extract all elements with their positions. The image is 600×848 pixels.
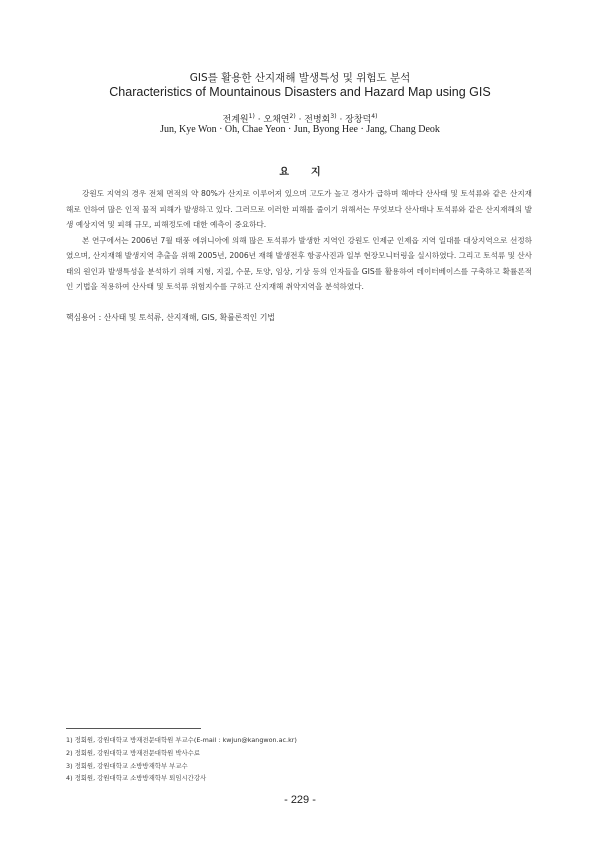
author-mark: 3)	[330, 113, 337, 120]
paper-title-english: Characteristics of Mountainous Disasters and Hazard Map using GIS	[109, 85, 491, 99]
footnote-item: 1) 정회원, 강원대학교 방재전문대학원 부교수(E-mail : kwjun@kangwon.ac.kr)	[66, 736, 297, 744]
author-mark: 4)	[371, 113, 378, 120]
footnote-divider	[66, 728, 201, 729]
author-list-english: Jun, Kye Won · Oh, Chae Yeon · Jun, Byong Hee · Jang, Chang Deok	[160, 124, 440, 135]
abstract-paragraph: 강원도 지역의 경우 전체 면적의 약 80%가 산지로 이루어져 있으며 고도가 높고 경사가 급하며 해마다 산사태 및 토석류와 같은 산지재해로 인하여 많은 인적 물적 피해가 발생하고 있다. 그러므로 이러한 피해를 줄이기 위해서는 무엇보다 산사태나 토석류와 같은 산지재해의 발생 예상지역 및 피해 규모, 피해정도에 대한 예측이 중요하다.	[66, 189, 532, 229]
keywords-line: 핵심용어 : 산사태 및 토석류, 산지재해, GIS, 확률론적인 기법	[66, 313, 275, 322]
footnote-item: 3) 정회원, 강원대학교 소방방재학부 부교수	[66, 761, 188, 770]
abstract-body	[66, 186, 532, 295]
author-separator: ·	[339, 115, 346, 125]
abstract-paragraph: 본 연구에서는 2006년 7월 태풍 에위니아에 의해 많은 토석류가 발생한 지역인 강원도 인제군 인제읍 지역 일대를 대상지역으로 선정하였으며, 산지재해 발생지역 추출을 위해 2005년, 2006년 재해 발생전후 항공사진과 일부 현장모니터링을 실시하였다. 그리고 토석류 및 산사태의 원인과 발생특성을 분석하기 위해 지형, 지질, 수문, 토양, 임상, 기상 등의 인자들을 GIS를 활용하여 데이터베이스를 구축하고 확률론적인 기법을 적용하여 산사태 및 토석류 위험지수를 구하고 산지재해 취약지역을 분석하였다.	[66, 235, 532, 291]
author-separator: ·	[298, 115, 305, 125]
author-separator: ·	[257, 115, 264, 125]
footnote-item: 4) 정회원, 강원대학교 소방방재학부 퇴임시간강사	[66, 774, 207, 783]
author-name: 전계원	[222, 115, 249, 125]
author-mark: 2)	[289, 113, 296, 120]
footnote-item: 2) 정회원, 강원대학교 방재전문대학원 박사수료	[66, 748, 201, 757]
abstract-heading: 요지	[279, 167, 343, 178]
paper-title-korean: GIS를 활용한 산지재해 발생특성 및 위험도 분석	[189, 72, 411, 84]
author-mark: 1)	[248, 113, 255, 120]
author-name: 장창덕	[345, 115, 372, 125]
author-name: 오채연	[263, 115, 290, 125]
footnote-list	[66, 734, 536, 785]
page-number: - 229 -	[284, 794, 316, 806]
author-name: 전병회	[304, 115, 331, 125]
